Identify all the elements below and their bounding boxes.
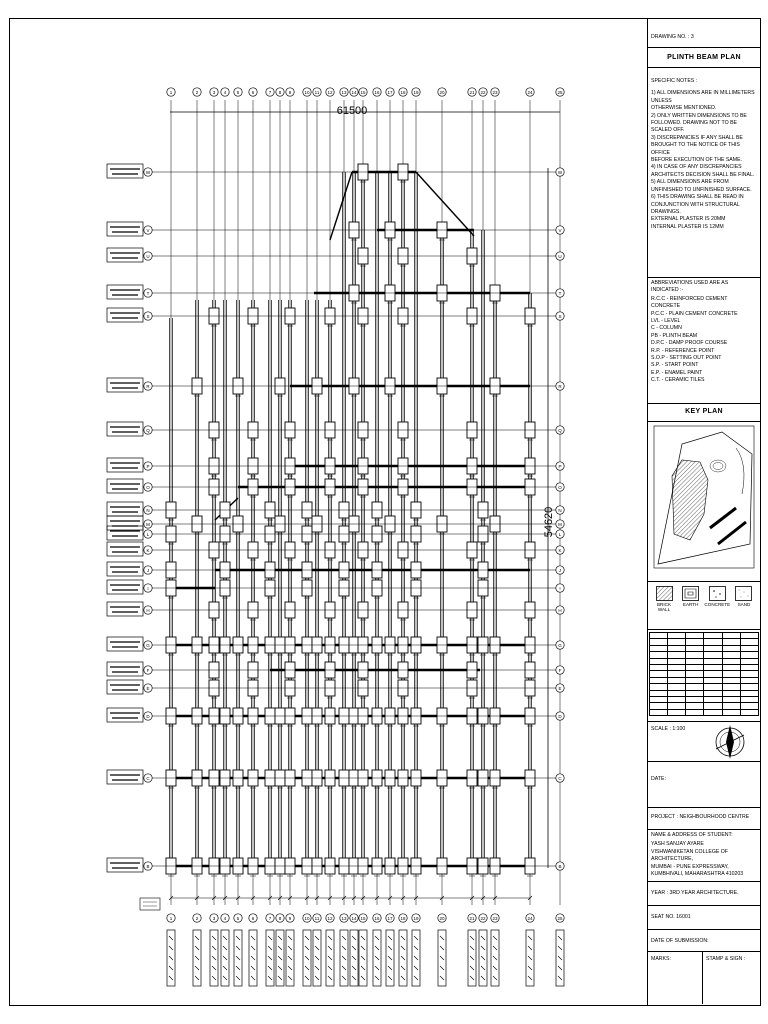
specific-notes — [648, 68, 760, 278]
legend — [648, 582, 760, 630]
level-tag — [107, 479, 143, 493]
grid-bubble-label: 13 — [341, 915, 347, 921]
abbr-line: C - COLUMN — [651, 325, 682, 332]
grid-bubble-label: H — [146, 607, 150, 613]
level-tag — [107, 502, 143, 516]
student-line: KUMBHIVALI, MAHARASHTRA 410203 — [651, 871, 744, 878]
note-line: BEFORE EXECUTION OF THE SAME. — [651, 157, 742, 164]
grid-bubble-label: 8 — [278, 89, 282, 95]
grid-bubble-label: 13 — [341, 89, 347, 95]
year-cell — [648, 882, 760, 906]
grid-bubble-label: 17 — [387, 915, 393, 921]
stamp-label: STAMP & SIGN : — [706, 956, 746, 962]
grid-bubble-label: 7 — [268, 915, 272, 921]
abbr-line: E.P. - ENAMEL PAINT — [651, 369, 703, 376]
grid-bubble-label: T — [558, 290, 562, 296]
grid-bubble-label: 23 — [492, 915, 498, 921]
grid-bubble-label: 5 — [236, 915, 240, 921]
seat-no-label: SEAT NO. 16001 — [651, 914, 691, 920]
grid-bubble-label: P — [146, 463, 150, 469]
level-tag — [107, 422, 143, 436]
grid-bubble-label: 20 — [439, 915, 445, 921]
grid-bubble-label: 21 — [469, 89, 475, 95]
plinth-beam-plan-drawing — [9, 18, 647, 1006]
grid-bubble-label: Q — [146, 427, 150, 433]
grid-bubble-label: D — [146, 713, 150, 719]
abbr-heading: ABBREVIATIONS USED ARE AS INDICATED :- — [651, 280, 729, 294]
grid-bubble-label: C — [146, 775, 150, 781]
legend-concrete: CONCRETE — [704, 586, 730, 612]
grid-bubble-label: 15 — [360, 89, 366, 95]
abbr-line: LVL - LEVEL — [651, 318, 681, 325]
grid-bubble-label: N — [146, 507, 150, 513]
grid-bubble-label: 2 — [195, 89, 199, 95]
abbreviations — [648, 278, 760, 404]
note-line: UNFINISHED TO UNFINISHED SURFACE. — [651, 186, 752, 193]
grid-bubble-label: 3 — [212, 89, 216, 95]
note-line: 2) ONLY WRITTEN DIMENSIONS TO BE — [651, 112, 747, 119]
grid-bubble-label: H — [558, 607, 562, 613]
level-tag — [107, 378, 143, 392]
grid-bubble-label: D — [558, 713, 562, 719]
grid-bubble-label: U — [146, 253, 150, 259]
grid-bubble-label: 7 — [268, 89, 272, 95]
abbr-line: S.P. - START POINT — [651, 362, 699, 369]
student-heading: NAME & ADDRESS OF STUDENT: — [651, 832, 733, 838]
grid-bubble-label: 24 — [527, 915, 533, 921]
grid-bubble-label: C — [558, 775, 562, 781]
abbr-line: PB - PLINTH BEAM — [651, 332, 698, 339]
grid-bubble-label: J — [558, 567, 562, 573]
grid-bubble-label: B — [146, 863, 150, 869]
grid-bubble-label: R — [146, 383, 150, 389]
grid-bubble-label: 25 — [557, 915, 563, 921]
grid-bubble-label: I — [559, 585, 561, 591]
abbr-line: R.P. - REFERENCE POINT — [651, 347, 715, 354]
note-line: 4) IN CASE OF ANY DISCREPANCIES — [651, 164, 742, 171]
grid-bubble-label: 16 — [374, 915, 380, 921]
sheet-title: PLINTH BEAM PLAN — [648, 48, 760, 68]
note-line: 1) ALL DIMENSIONS ARE IN MILLIMETERS UNLESS — [651, 90, 755, 104]
grid-bubble-label: 22 — [480, 89, 486, 95]
project-cell — [648, 808, 760, 830]
grid-bubble-label: L — [558, 531, 562, 537]
grid-bubble-label: L — [146, 531, 150, 537]
grid-bubble-label: 4 — [223, 89, 227, 95]
grid-bubble-label: E — [558, 685, 562, 691]
grid-bubble-label: F — [146, 667, 150, 673]
earth-swatch — [682, 586, 699, 601]
abbr-line: P.C.C - PLAIN CEMENT CONCRETE — [651, 310, 738, 317]
seat-no-cell — [648, 906, 760, 930]
grid-bubble-label: V — [146, 227, 150, 233]
grid-bubble-label: W — [145, 169, 151, 175]
grid-bubble-label: O — [146, 484, 150, 490]
level-tag — [107, 562, 143, 576]
level-tag — [107, 770, 143, 784]
grid-bubble-label: 16 — [374, 89, 380, 95]
abbr-line: C.T. - CERAMIC TILES — [651, 377, 705, 384]
grid-bubble-label: 17 — [387, 89, 393, 95]
date-label: DATE: — [651, 776, 666, 782]
key-plan — [648, 422, 760, 582]
grid-bubble-label: S — [146, 313, 150, 319]
grid-bubble-label: 24 — [527, 89, 533, 95]
title-block — [647, 18, 761, 1006]
grid-bubble-label: O — [558, 484, 562, 490]
student-line: VISHWANIKETAN COLLEGE OF ARCHITECTURE, — [651, 848, 728, 863]
grid-bubble-label: 6 — [251, 89, 255, 95]
level-tag — [107, 542, 143, 556]
grid-bubble-label: Q — [558, 427, 562, 433]
note-line: BROUGHT TO THE NOTICE OF THIS OFFICE — [651, 142, 740, 156]
scale-cell — [648, 722, 760, 762]
note-line: ARCHITECTS DECISION SHALL BE FINAL. — [651, 171, 755, 178]
grid-bubble-label: 3 — [212, 915, 216, 921]
grid-bubble-label: M — [146, 521, 150, 527]
grid-bubble-label: 12 — [327, 89, 333, 95]
legend-earth: EARTH — [678, 586, 704, 612]
key-plan-map — [652, 424, 756, 579]
grid-bubble-label: E — [146, 685, 150, 691]
level-tag — [107, 458, 143, 472]
student-cell — [648, 830, 760, 882]
grid-bubble-label: 6 — [251, 915, 255, 921]
grid-bubble-label: 22 — [480, 915, 486, 921]
parking-strip — [718, 522, 746, 544]
grid-bubble-label: 9 — [288, 915, 292, 921]
note-line: FOLLOWED. DRAWING NOT TO BE SCALED OFF. — [651, 120, 737, 134]
bottom-note-box — [140, 898, 160, 910]
grid-bubble-label: R — [558, 383, 562, 389]
date-cell — [648, 762, 760, 808]
revision-table — [648, 630, 760, 722]
marks-label: MARKS: — [651, 956, 671, 962]
student-line: YASH SANJAY AYARE — [651, 841, 704, 848]
note-line: OTHERWISE MENTIONED. — [651, 105, 717, 112]
grid-bubble-label: G — [558, 642, 562, 648]
legend-sand: SAND — [731, 586, 757, 612]
sand-swatch — [735, 586, 752, 601]
grid-bubble-label: G — [146, 642, 150, 648]
level-tag — [107, 580, 143, 594]
overall-height-dim: 54620 — [543, 506, 555, 538]
grid-bubble-label: T — [146, 290, 150, 296]
grid-bubble-label: 15 — [360, 915, 366, 921]
grid-bubble-label: F — [558, 667, 562, 673]
grid-bubble-label: 12 — [327, 915, 333, 921]
grid-bubble-label: 9 — [288, 89, 292, 95]
parking-strip — [710, 508, 736, 528]
year-label: YEAR : 3RD YEAR ARCHITECTURE. — [651, 890, 739, 896]
scale-label: SCALE : 1:100 — [651, 726, 686, 732]
level-tag — [107, 637, 143, 651]
level-tag — [107, 516, 143, 530]
grid-bubble-label: 1 — [169, 89, 173, 95]
grid-bubble-label: B — [558, 863, 562, 869]
submission-date-cell — [648, 930, 760, 952]
grid-bubble-label: 10 — [304, 89, 310, 95]
level-tag — [107, 858, 143, 872]
grid-bubble-label: W — [557, 169, 563, 175]
marks-divider — [702, 952, 703, 1004]
grid-bubble-label: J — [146, 567, 150, 573]
north-arrow-icon — [710, 723, 750, 761]
concrete-swatch — [709, 586, 726, 601]
level-tag — [107, 164, 143, 178]
grid-bubble-label: 5 — [236, 89, 240, 95]
note-line: CONJUNCTION WITH STRUCTURAL DRAWINGS. — [651, 201, 740, 215]
grid-bubble-label: 2 — [195, 915, 199, 921]
revision-grid — [649, 632, 759, 716]
grid-bubble-label: 10 — [304, 915, 310, 921]
grid-bubble-label: N — [558, 507, 562, 513]
grid-bubble-label: 19 — [413, 915, 419, 921]
grid-bubble-label: 4 — [223, 915, 227, 921]
grid-bubble-label: S — [558, 313, 562, 319]
grid-bubble-label: I — [147, 585, 149, 591]
grid-bubble-label: 20 — [439, 89, 445, 95]
note-line: INTERNAL PLASTER IS 12MM — [651, 223, 724, 230]
grid-bubble-label: 23 — [492, 89, 498, 95]
student-line: MUMBAI - PUNE EXPRESSWAY, — [651, 863, 729, 870]
drawing-number: DRAWING NO. : 3 — [651, 34, 694, 40]
level-tag — [107, 708, 143, 722]
drawing-number-cell — [648, 18, 760, 48]
grid-bubble-label: K — [558, 547, 562, 553]
level-tag — [107, 526, 143, 540]
notes-heading: SPECIFIC NOTES : — [651, 78, 698, 84]
submission-date-label: DATE OF SUBMISSION: — [651, 938, 709, 944]
level-tag — [107, 308, 143, 322]
grid-bubble-label: 14 — [351, 915, 357, 921]
grid-bubble-label: 1 — [169, 915, 173, 921]
abbr-line: S.O.P - SETTING OUT POINT — [651, 355, 722, 362]
building-footprint — [672, 460, 708, 540]
note-line: 5) ALL DIMENSIONS ARE FROM — [651, 179, 729, 186]
abbr-line: R.C.C - REINFORCED CEMENT CONCRETE — [651, 295, 728, 310]
level-tag — [107, 662, 143, 676]
marks-cell — [648, 952, 760, 1004]
grid-bubble-label: 11 — [314, 89, 320, 95]
abbr-line: D.P.C - DAMP PROOF COURSE — [651, 340, 728, 347]
grid-bubble-label: K — [146, 547, 150, 553]
overall-width-dim: 61500 — [336, 105, 368, 117]
grid-bubble-label: V — [558, 227, 562, 233]
brick-wall-swatch — [656, 586, 673, 601]
key-plan-title: KEY PLAN — [648, 404, 760, 422]
note-line: 6) THIS DRAWING SHALL BE READ IN — [651, 194, 744, 201]
level-tag — [107, 248, 143, 262]
project-label: PROJECT : NEIGHBOURHOOD CENTRE — [651, 814, 750, 820]
grid-bubble-label: U — [558, 253, 562, 259]
grid-bubble-label: 25 — [557, 89, 563, 95]
grid-bubble-label: 18 — [400, 915, 406, 921]
level-tag — [107, 680, 143, 694]
grid-bubble-label: 11 — [314, 915, 320, 921]
note-line: EXTERNAL PLASTER IS 20MM — [651, 216, 726, 223]
grid-bubble-label: 19 — [413, 89, 419, 95]
level-tag — [107, 285, 143, 299]
grid-bubble-label: 21 — [469, 915, 475, 921]
level-tag — [107, 222, 143, 236]
grid-bubble-label: 8 — [278, 915, 282, 921]
grid-bubble-label: P — [558, 463, 562, 469]
note-line: 3) DISCREPANCIES IF ANY SHALL BE — [651, 134, 743, 141]
grid-bubble-label: 18 — [400, 89, 406, 95]
grid-bubble-label: 14 — [351, 89, 357, 95]
level-tag — [107, 602, 143, 616]
grid-bubble-label: M — [558, 521, 562, 527]
legend-brick-wall: BRICK WALL — [651, 586, 677, 612]
